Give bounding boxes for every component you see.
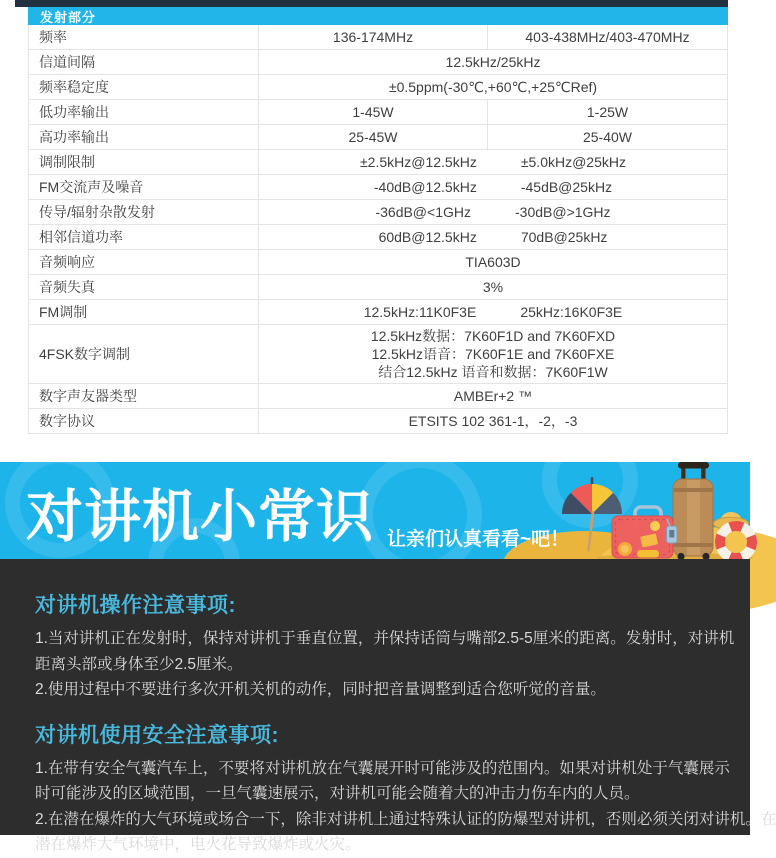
spec-values: [259, 225, 727, 249]
spec-label: 频率: [29, 25, 259, 49]
spec-value: ±5.0kHz@25kHz: [520, 154, 626, 170]
spec-row: [29, 409, 727, 434]
spec-value: ±0.5ppm(-30℃,+60℃,+25℃Ref): [388, 78, 598, 95]
spec-value: 25kHz:16K0F3E: [520, 304, 623, 320]
spec-values: [259, 75, 727, 99]
spec-value: TIA603D: [465, 254, 521, 270]
spec-label: 调制限制: [29, 150, 259, 174]
spec-value: ETSITS 102 361-1，-2，-3: [408, 413, 578, 429]
notice-line: 时可能涉及的区域范围，一旦气囊速展示，对讲机可能会随着大的冲击力伤车内的人员。: [35, 785, 640, 802]
spec-label: FM交流声及噪音: [29, 175, 259, 199]
spec-values: [259, 150, 727, 174]
spec-label: 4FSK数字调制: [29, 325, 259, 383]
spec-row: [29, 25, 727, 50]
spec-value: ±2.5kHz@12.5kHz: [360, 154, 477, 170]
safety-notice-block: [35, 719, 776, 858]
spec-label: 音频失真: [29, 275, 259, 299]
spec-value: -36dB@<1GHz: [375, 204, 471, 220]
spec-row: [29, 300, 727, 325]
spec-values: [259, 409, 727, 433]
spec-value: 136-174MHz: [332, 29, 414, 45]
trolley-luggage-icon: [673, 462, 713, 560]
table-section-header: [28, 7, 728, 25]
spec-label: 音频响应: [29, 250, 259, 274]
spec-row: [29, 100, 727, 125]
spec-value: -40dB@12.5kHz: [373, 179, 477, 195]
table-body: [28, 25, 728, 434]
spec-label: 相邻信道功率: [29, 225, 259, 249]
spec-value: 3%: [482, 279, 504, 295]
spec-row: [29, 125, 727, 150]
spec-value: 12.5kHz:11K0F3E: [363, 304, 477, 320]
spec-row: [29, 50, 727, 75]
operation-notice-body: [35, 626, 735, 703]
spec-row: [29, 275, 727, 300]
table-section-title: 发射部分: [40, 9, 97, 25]
spec-value: 70dB@25kHz: [520, 229, 608, 245]
spec-values: [259, 25, 727, 49]
safety-notice-heading: 对讲机使用安全注意事项:: [35, 723, 279, 747]
spec-row: [29, 325, 727, 384]
spec-label: 高功率输出: [29, 125, 259, 149]
spec-label: FM调制: [29, 300, 259, 324]
spec-values: [259, 175, 727, 199]
spec-values: [259, 300, 727, 324]
spec-value: -45dB@25kHz: [520, 179, 613, 195]
banner-subtitle: 让亲们认真看看~吧！: [387, 529, 570, 550]
notice-line: 距离头部或身体至少2.5厘米。: [35, 655, 243, 673]
spec-value: 12.5kHz/25kHz: [445, 54, 541, 70]
top-divider-strip: [15, 0, 728, 7]
spec-label: 频率稳定度: [29, 75, 259, 99]
spec-row: [29, 150, 727, 175]
spec-value: 25-40W: [487, 125, 727, 149]
spec-value-line: 12.5kHz数据：7K60F1D and 7K60FXD: [370, 328, 616, 344]
notice-line: 2.在潜在爆炸的大气环境或场合一下，除非对讲机上通过特殊认证的防爆型对讲机，否则必须关闭对讲机。在: [35, 810, 776, 828]
spec-value-pair: [379, 229, 608, 245]
spec-value-line: 结合12.5kHz 语音和数据：7K60F1W: [378, 364, 608, 380]
spec-value: 403-438MHz/403-470MHz: [487, 25, 727, 49]
operation-notice-block: [35, 589, 735, 703]
spec-values: [259, 325, 727, 383]
spec-value-pair: [374, 179, 612, 195]
notice-line: 1.当对讲机正在发射时，保持对讲机于垂直位置，并保持话筒与嘴部2.5-5厘米的距离。发射时，对讲机: [35, 630, 735, 647]
spec-label: 传导/辐射杂散发射: [29, 200, 259, 224]
spec-value: 1-45W: [352, 104, 394, 120]
promo-banner: [0, 462, 750, 559]
notice-line: 2.使用过程中不要进行多次开机关机的动作，同时把音量调整到适合您听觉的音量。: [35, 681, 606, 698]
spec-value-pair: [360, 154, 626, 170]
beach-illustration: [555, 462, 750, 559]
notice-section: [0, 559, 776, 853]
safety-notice-body: [35, 756, 776, 858]
spec-values: [259, 100, 727, 124]
spec-value: -30dB@>1GHz: [515, 204, 611, 220]
spec-label: 数字协议: [29, 409, 259, 433]
spec-values: [259, 384, 727, 408]
spec-row: [29, 250, 727, 275]
spec-row: [29, 175, 727, 200]
spec-values: [259, 200, 727, 224]
notice-line: 潜在爆炸大气环境中，电火花导致爆炸或火灾。: [35, 836, 361, 853]
operation-notice-heading: 对讲机操作注意事项:: [35, 594, 236, 617]
spec-value: 1-25W: [487, 100, 727, 124]
spec-values: [259, 125, 727, 149]
spec-value-line: 12.5kHz语音：7K60F1E and 7K60FXE: [371, 346, 615, 362]
spec-value: AMBEr+2 ™: [453, 388, 533, 404]
spec-value-multiline: [371, 325, 615, 383]
spec-values: [259, 50, 727, 74]
spec-label: 低功率输出: [29, 100, 259, 124]
spec-table: [28, 7, 728, 434]
spec-row: [29, 75, 727, 100]
spec-values: [259, 250, 727, 274]
spec-values: [259, 275, 727, 299]
notice-line: 1.在带有安全气囊汽车上，不要将对讲机放在气囊展开时可能涉及的范围内。如果对讲机处于气囊展示: [35, 759, 730, 777]
banner-title: 对讲机小常识: [26, 485, 374, 549]
suitcase-icon: [612, 507, 677, 558]
spec-value: 60dB@12.5kHz: [378, 229, 477, 245]
spec-row: [29, 384, 727, 409]
spec-label: 信道间隔: [29, 50, 259, 74]
spec-value-pair: [364, 304, 623, 320]
spec-row: [29, 225, 727, 250]
spec-label: 数字声友器类型: [29, 384, 259, 408]
spec-row: [29, 200, 727, 225]
spec-value: 25-45W: [348, 129, 398, 145]
spec-value-pair: [375, 204, 610, 220]
